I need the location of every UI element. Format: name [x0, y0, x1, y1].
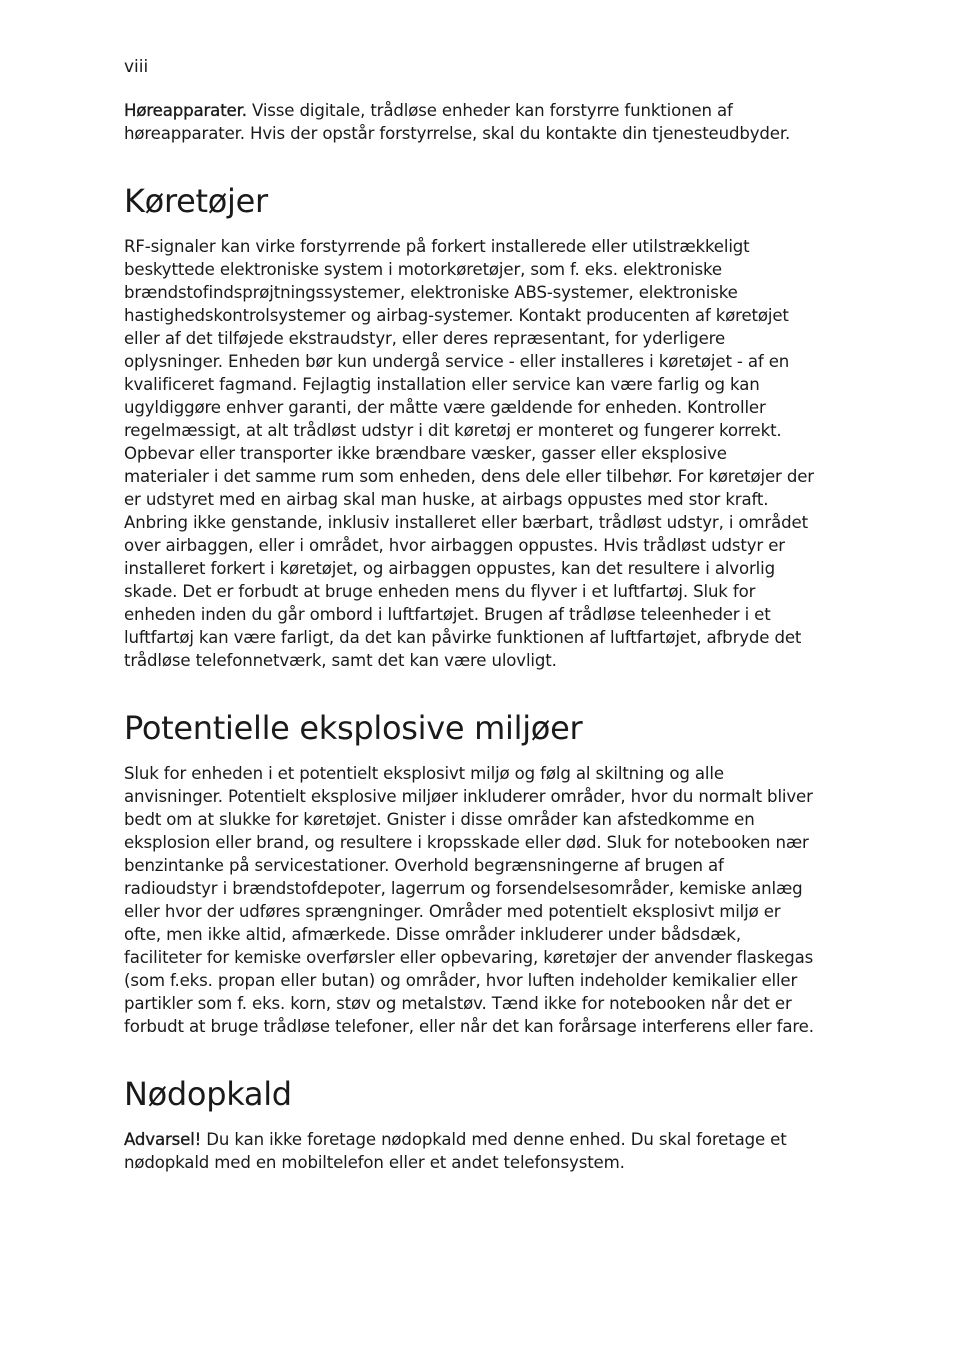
emergency-heading: Nødopkald [124, 1075, 292, 1113]
hearing-aids-paragraph [124, 99, 814, 145]
vehicles-heading: Køretøjer [124, 182, 268, 220]
hearing-aids-text: Visse digitale, trådløse enheder kan forstyrre funktionen af høreapparater. Hvis der opstår forstyrrelse, skal du kontakte din tjenesteudbyder. [124, 101, 791, 143]
hearing-aids-lead: Høreapparater. [124, 101, 247, 120]
document-page [124, 56, 814, 1174]
page-number: viii [124, 57, 149, 77]
explosive-heading: Potentielle eksplosive miljøer [124, 709, 583, 747]
emergency-lead: Advarsel! [124, 1130, 202, 1149]
emergency-paragraph [124, 1128, 814, 1174]
vehicles-paragraph: RF-signaler kan virke forstyrrende på forkert installerede eller utilstrækkeligt beskyttede elektroniske system i motorkøretøjer, som f. eks. elektroniske brændstofindsprøjtningssystemer, elektroniske ABS-systemer, elektroniske hastighedskontrolsystemer og airbag-systemer. Kontakt producenten af køretøjet eller af det tilføjede ekstraudstyr, eller deres repræsentant, for yderligere oplysninger. Enheden bør kun undergå service - eller installeres i køretøjet - af en kvalificeret fagmand. Fejlagtig installation eller service kan være farlig og kan ugyldiggøre enhver garanti, der måtte være gældende for enheden. Kontroller regelmæssigt, at alt trådløst udstyr i dit køretøj er monteret og fungerer korrekt. Opbevar eller transporter ikke brændbare væsker, gasser eller eksplosive materialer i det samme rum som enheden, dens dele eller tilbehør. For køretøjer der er udstyret med en airbag skal man huske, at airbags oppustes med stor kraft. Anbring ikke genstande, inklusiv installeret eller bærbart, trådløst udstyr, i området over airbaggen, eller i området, hvor airbaggen oppustes. Hvis trådløst udstyr er installeret forkert i køretøjet, og airbaggen oppustes, kan det resultere i alvorlig skade. Det er forbudt at bruge enheden mens du flyver i et luftfartøj. Sluk for enheden inden du går ombord i luftfartøjet. Brugen af trådløse teleenheder i et luftfartøj kan være farligt, da det kan påvirke funktionen af luftfartøjet, afbryde det trådløse telefonnetværk, samt det kan være ulovligt. [124, 237, 814, 670]
emergency-text: Du kan ikke foretage nødopkald med denne enhed. Du skal foretage et nødopkald med en mobiltelefon eller et andet telefonsystem. [124, 1130, 787, 1172]
explosive-paragraph: Sluk for enheden i et potentielt eksplosivt miljø og følg al skiltning og alle anvisninger. Potentielt eksplosive miljøer inkluderer områder, hvor du normalt bliver bedt om at slukke for køretøjet. Gnister i disse områder kan afstedkomme en eksplosion eller brand, og resultere i kropsskade eller død. Sluk for notebooken nær benzintanke på servicestationer. Overhold begrænsningerne af brugen af radioudstyr i brændstofdepoter, lagerrum og forsendelsesområder, kemiske anlæg eller hvor der udføres sprængninger. Områder med potentielt eksplosivt miljø er ofte, men ikke altid, afmærkede. Disse områder inkluderer under bådsdæk, faciliteter for kemiske overførsler eller opbevaring, køretøjer der anvender flaskegas (som f.eks. propan eller butan) og områder, hvor luften indeholder kemikalier eller partikler som f. eks. korn, støv og metalstøv. Tænd ikke for notebooken når det er forbudt at bruge trådløse telefoner, eller når det kan forårsage interferens eller fare. [124, 764, 814, 1036]
